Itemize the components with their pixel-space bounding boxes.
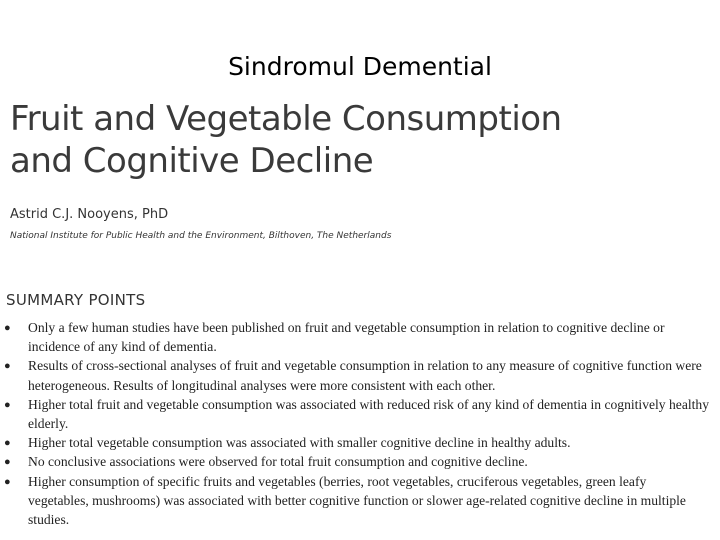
paper-title	[10, 98, 630, 182]
summary-point: ● Higher consumption of specific fruits and vegetables (berries, root vegetables, cruciferous vegetables, green leafy vegetables, mushrooms) was associated with better cognitive function or slower age-related cognitive decline in multiple studies.	[4, 472, 710, 530]
paper-title-line-1: Fruit and Vegetable Consumption	[10, 99, 562, 139]
slide-title	[0, 51, 720, 83]
summary-heading: SUMMARY POINTS	[6, 291, 146, 309]
summary-point: ● Only a few human studies have been published on fruit and vegetable consumption in relation to cognitive decline or incidence of any kind of dementia.	[4, 318, 710, 356]
summary-point: ● Higher total fruit and vegetable consumption was associated with reduced risk of any kind of dementia in cognitively healthy elderly.	[4, 395, 710, 433]
summary-point: ● Results of cross-sectional analyses of fruit and vegetable consumption in relation to any measure of cognitive function were heterogeneous. Results of longitudinal analyses were more consistent with each other.	[4, 356, 710, 394]
summary-points-list	[4, 318, 710, 529]
slide-title-text: Sindromul Demential	[228, 52, 492, 81]
author-name: Astrid C.J. Nooyens, PhD	[10, 207, 169, 222]
summary-point: ● No conclusive associations were observed for total fruit consumption and cognitive decline.	[4, 452, 710, 471]
summary-point: ● Higher total vegetable consumption was associated with smaller cognitive decline in healthy adults.	[4, 433, 710, 452]
paper-title-line-2: and Cognitive Decline	[10, 141, 374, 181]
author-affiliation: National Institute for Public Health and the Environment, Bilthoven, The Netherlands	[10, 231, 392, 241]
